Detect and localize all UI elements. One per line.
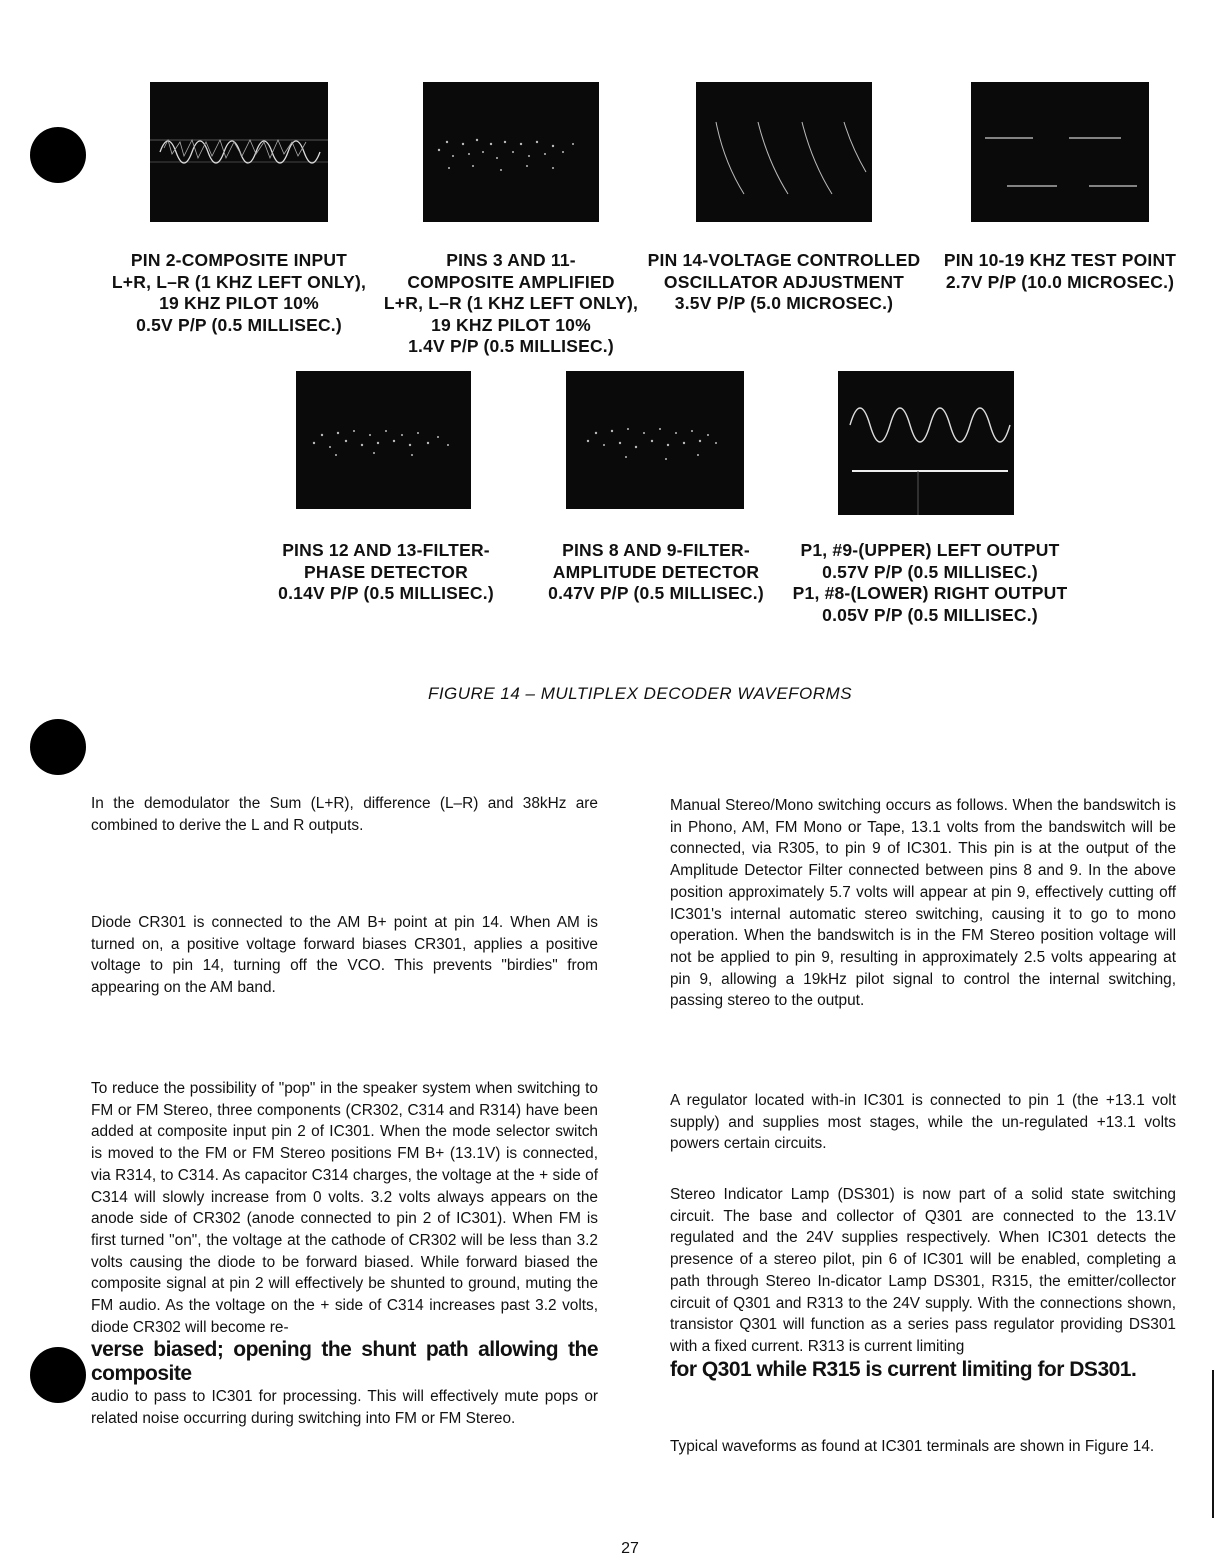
scope-photo-pin10 bbox=[971, 82, 1149, 222]
paragraph-pop-b: verse biased; opening the shunt path allowing the composite bbox=[91, 1338, 598, 1386]
left-column bbox=[91, 793, 598, 836]
right-column-regulator bbox=[670, 1090, 1176, 1155]
binder-hole-bottom bbox=[30, 1347, 86, 1403]
left-column-pop bbox=[91, 1078, 598, 1430]
page-edge-mark bbox=[1212, 1370, 1214, 1518]
caption-pin2: PIN 2-COMPOSITE INPUT L+R, L–R (1 KHZ LEFT ONLY), 19 KHZ PILOT 10% 0.5V P/P (0.5 MILLISEC.) bbox=[111, 250, 367, 335]
right-column-indicator bbox=[670, 1184, 1176, 1382]
figure-title: FIGURE 14 – MULTIPLEX DECODER WAVEFORMS bbox=[427, 684, 853, 703]
right-column-stereo-mono bbox=[670, 795, 1176, 1012]
caption-p1-outputs: P1, #9-(UPPER) LEFT OUTPUT 0.57V P/P (0.5 MILLISEC.) P1, #8-(LOWER) RIGHT OUTPUT 0.05V P/P (0.5 MILLISEC.) bbox=[792, 540, 1068, 625]
binder-hole-top bbox=[30, 127, 86, 183]
caption-pins8-9: PINS 8 AND 9-FILTER- AMPLITUDE DETECTOR 0.47V P/P (0.5 MILLISEC.) bbox=[548, 540, 764, 603]
caption-pins3-11: PINS 3 AND 11- COMPOSITE AMPLIFIED L+R, L–R (1 KHZ LEFT ONLY), 19 KHZ PILOT 10% 1.4V P/P (0.5 MILLISEC.) bbox=[383, 250, 639, 356]
caption-pin10: PIN 10-19 KHZ TEST POINT 2.7V P/P (10.0 MICROSEC.) bbox=[943, 250, 1177, 292]
paragraph-pop-c: audio to pass to IC301 for processing. This will effectively mute pops or related noise occurring during switching into FM or FM Stereo. bbox=[91, 1388, 598, 1428]
paragraph-stereo-mono: Manual Stereo/Mono switching occurs as follows. When the bandswitch is in Phono, AM, FM Mono or Tape, 13.1 volts from the bandswitch will be connected, via R305, to pin 9 of IC301. This pin is at the output of the Amplitude Detector Filter connected between pins 8 and 9. In the above position approximately 5.7 volts will appear at pin 9, effectively cutting off IC301's internal automatic stereo switching, causing it to go to mono operation. When the bandswitch is in the FM Stereo position voltage will not be applied to pin 9, resulting in approximately 2.5 volts appearing at pin 9, allowing a 19kHz pilot signal to control the internal switching, passing stereo to the output. bbox=[670, 797, 1176, 1010]
paragraph-indicator-a: Stereo Indicator Lamp (DS301) is now part of a solid state switching circuit. The base and collector of Q301 are connected to the 13.1V regulated and the 24V supplies respectively. When IC301 detects the presence of a stereo pilot, pin 6 of IC301 will be enabled, completing a path through Stereo In-dicator Lamp DS301, R315, the emitter/collector circuit of Q301 and R313 to the 24V supply. With the connections shown, transistor Q301 will function as a series pass regulator providing DS301 with a fixed current. R313 is current limiting bbox=[670, 1186, 1176, 1355]
paragraph-demodulator: In the demodulator the Sum (L+R), difference (L–R) and 38kHz are combined to derive the L and R outputs. bbox=[91, 795, 598, 834]
paragraph-regulator: A regulator located with-in IC301 is connected to pin 1 (the +13.1 volt supply) and supplies most stages, while the un-regulated +13.1 volts powers certain circuits. bbox=[670, 1092, 1176, 1153]
page-number: 27 bbox=[621, 1540, 639, 1557]
scope-photo-pins12-13 bbox=[296, 371, 471, 509]
scope-photo-pin14 bbox=[696, 82, 872, 222]
scope-photo-pins3-11 bbox=[423, 82, 599, 222]
caption-pins12-13: PINS 12 AND 13-FILTER- PHASE DETECTOR 0.14V P/P (0.5 MILLISEC.) bbox=[278, 540, 494, 603]
paragraph-indicator-b: for Q301 while R315 is current limiting for DS301. bbox=[670, 1357, 1137, 1381]
paragraph-cr301: Diode CR301 is connected to the AM B+ point at pin 14. When AM is turned on, a positive voltage forward biases CR301, applies a positive voltage to pin 14, turning off the VCO. This prevents "birdies" from appearing on the AM band. bbox=[91, 914, 598, 997]
scope-photo-p1-outputs bbox=[838, 371, 1014, 515]
scope-photo-pins8-9 bbox=[566, 371, 744, 509]
paragraph-typical-waveforms: Typical waveforms as found at IC301 terminals are shown in Figure 14. bbox=[670, 1438, 1155, 1455]
right-column-typical bbox=[670, 1436, 1176, 1458]
binder-hole-middle bbox=[30, 719, 86, 775]
scope-photo-pin2 bbox=[150, 82, 328, 222]
caption-pin14: PIN 14-VOLTAGE CONTROLLED OSCILLATOR ADJUSTMENT 3.5V P/P (5.0 MICROSEC.) bbox=[647, 250, 921, 313]
left-column-cr301 bbox=[91, 912, 598, 999]
paragraph-pop-a: To reduce the possibility of "pop" in the speaker system when switching to FM or FM Stereo, three components (CR302, C314 and R314) have been added at composite input pin 2 of IC301. When the mode selector switch is moved to the FM or FM Stereo positions FM B+ (13.1V) is connected, via R314, to C314. As capacitor C314 charges, the voltage at the + side of C314 will slowly increase from 0 volts. 3.2 volts always appears on the anode side of CR302 (anode connected to pin 2 of IC301). When FM is first turned "on", the voltage at the cathode of CR302 will be less than 3.2 volts causing the diode to be forward biased. While forward biased the composite signal at pin 2 will effectively be shunted to ground, muting the FM audio. As the voltage on the + side of C314 increases past 3.2 volts, diode CR302 will become re- bbox=[91, 1080, 598, 1336]
